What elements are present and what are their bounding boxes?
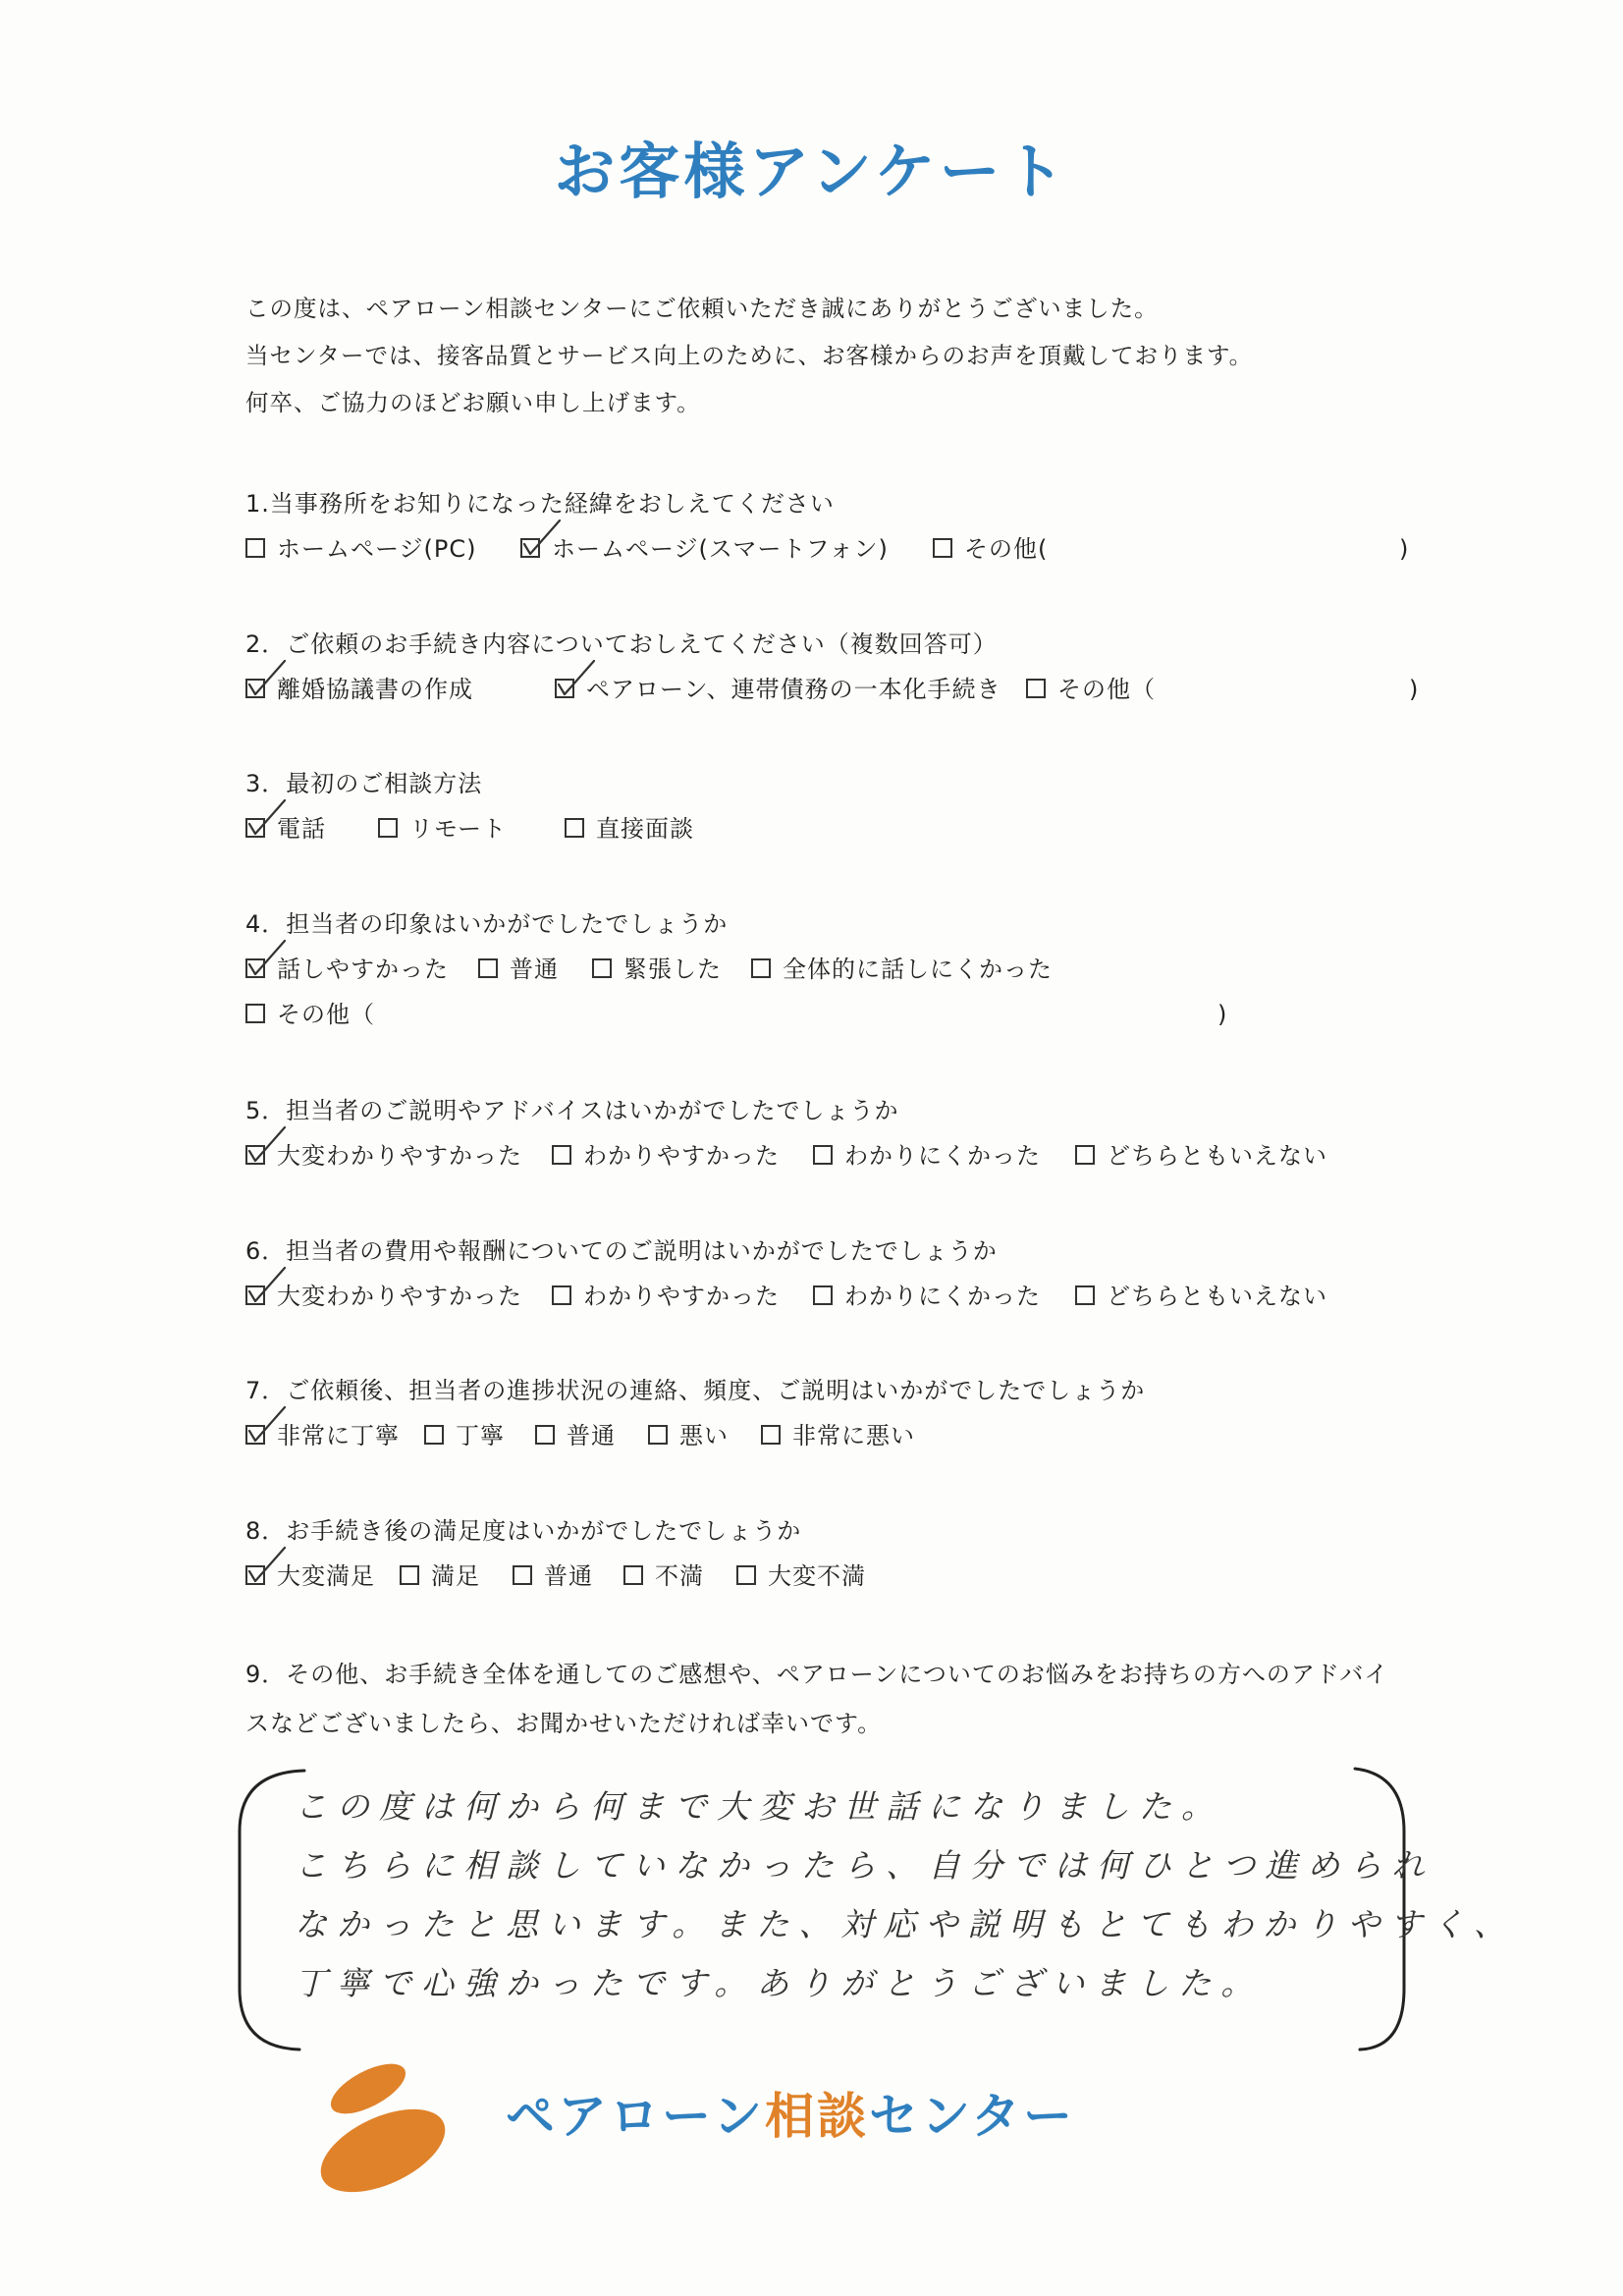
option bbox=[555, 667, 1001, 712]
option bbox=[592, 947, 722, 992]
question-8 bbox=[245, 1508, 1424, 1599]
question-3 bbox=[245, 761, 1424, 851]
intro-line: 当センターでは、接客品質とサービス向上のために、お客様からのお声を頂戴しております。 bbox=[245, 342, 1254, 369]
option-label: わかりにくかった bbox=[844, 1142, 1041, 1170]
checkbox[interactable] bbox=[736, 1565, 756, 1585]
check-mark-icon bbox=[245, 659, 287, 698]
question-title: 1.当事務所をお知りになった経緯をおしえてください bbox=[245, 490, 835, 518]
checkbox[interactable] bbox=[623, 1565, 643, 1585]
checkbox[interactable] bbox=[478, 958, 498, 978]
comment-line: 丁寧で心強かったです。ありがとうございました。 bbox=[295, 1964, 1264, 2002]
logo-icon bbox=[309, 2057, 466, 2195]
checkbox-checked[interactable] bbox=[245, 1565, 265, 1585]
checkbox[interactable] bbox=[245, 538, 265, 558]
option-label: 不満 bbox=[655, 1562, 704, 1590]
question-9 bbox=[245, 1650, 1388, 1748]
check-mark-icon bbox=[555, 659, 596, 698]
intro-line: 何卒、ご協力のほどお願い申し上げます。 bbox=[245, 389, 701, 416]
checkbox-checked[interactable] bbox=[245, 679, 265, 698]
question-7 bbox=[245, 1368, 1424, 1458]
option bbox=[761, 1413, 915, 1458]
checkbox-checked[interactable] bbox=[245, 958, 265, 978]
brand-name bbox=[506, 2077, 1075, 2148]
checkbox[interactable] bbox=[1075, 1285, 1095, 1305]
option bbox=[552, 1274, 780, 1319]
option bbox=[813, 1133, 1041, 1178]
question-1 bbox=[245, 481, 1424, 572]
option-label: 非常に丁寧 bbox=[277, 1422, 400, 1449]
option-row bbox=[245, 526, 1424, 572]
option bbox=[245, 947, 449, 992]
option-label: 非常に悪い bbox=[792, 1422, 915, 1449]
checkbox[interactable] bbox=[813, 1145, 833, 1165]
paren-close: ) bbox=[1409, 676, 1420, 703]
checkbox-checked[interactable] bbox=[520, 538, 540, 558]
option-label: リモート bbox=[409, 815, 508, 843]
option-label: 電話 bbox=[277, 815, 326, 843]
checkbox[interactable] bbox=[565, 818, 584, 838]
option-label: その他（ bbox=[1057, 676, 1156, 703]
check-mark-icon bbox=[245, 798, 287, 838]
brand-part: センター bbox=[869, 2088, 1075, 2145]
comment-line: こちらに相談していなかったら、自分では何ひとつ進められ bbox=[295, 1846, 1434, 1885]
option bbox=[933, 526, 1048, 572]
option bbox=[245, 992, 375, 1037]
checkbox[interactable] bbox=[400, 1565, 419, 1585]
question-title: スなどございましたら、お聞かせいただければ幸いです。 bbox=[245, 1710, 883, 1737]
option bbox=[245, 1413, 400, 1458]
comment-line: この度は何から何まで大変お世話になりました。 bbox=[295, 1787, 1223, 1826]
option-label: わかりやすかった bbox=[583, 1142, 780, 1170]
option-label: 普通 bbox=[567, 1422, 616, 1449]
brand-part: 相談 bbox=[765, 2088, 869, 2145]
checkbox[interactable] bbox=[592, 958, 612, 978]
paren-close: ) bbox=[1217, 1001, 1228, 1028]
option-row bbox=[245, 992, 1424, 1037]
option-label: どちらともいえない bbox=[1107, 1142, 1327, 1170]
option bbox=[245, 526, 476, 572]
option bbox=[1075, 1133, 1327, 1178]
question-title: 4．担当者の印象はいかがでしたでしょうか bbox=[245, 910, 729, 938]
check-mark-icon bbox=[245, 1405, 287, 1445]
option bbox=[400, 1554, 480, 1599]
option-row bbox=[245, 806, 1424, 851]
handwritten-comment[interactable] bbox=[295, 1777, 1516, 2013]
option bbox=[424, 1413, 505, 1458]
option bbox=[245, 806, 326, 851]
option-label: ホームページ(PC) bbox=[277, 535, 477, 563]
option-label: 緊張した bbox=[623, 956, 722, 983]
option-label: 丁寧 bbox=[456, 1422, 505, 1449]
option bbox=[513, 1554, 593, 1599]
question-title: 3．最初のご相談方法 bbox=[245, 770, 483, 797]
option bbox=[565, 806, 694, 851]
check-mark-icon bbox=[245, 1125, 287, 1165]
checkbox[interactable] bbox=[378, 818, 398, 838]
option-label: 直接面談 bbox=[596, 815, 694, 843]
option bbox=[535, 1413, 616, 1458]
option bbox=[245, 667, 473, 712]
checkbox-checked[interactable] bbox=[555, 679, 574, 698]
option bbox=[245, 1133, 522, 1178]
option-label: 悪い bbox=[679, 1422, 729, 1449]
checkbox-checked[interactable] bbox=[245, 1145, 265, 1165]
option bbox=[245, 1554, 375, 1599]
option-label: 大変不満 bbox=[768, 1562, 866, 1590]
option bbox=[520, 526, 889, 572]
option bbox=[478, 947, 559, 992]
option bbox=[736, 1554, 866, 1599]
option bbox=[378, 806, 507, 851]
option-label: その他（ bbox=[277, 1001, 375, 1028]
option bbox=[751, 947, 1053, 992]
option-label: わかりやすかった bbox=[583, 1283, 780, 1310]
checkbox-checked[interactable] bbox=[245, 1285, 265, 1305]
option bbox=[1075, 1274, 1327, 1319]
option-row bbox=[245, 1554, 1424, 1599]
checkbox[interactable] bbox=[751, 958, 771, 978]
option bbox=[623, 1554, 704, 1599]
option-label: 大変わかりやすかった bbox=[277, 1283, 522, 1310]
question-title: 5．担当者のご説明やアドバイスはいかがでしたでしょうか bbox=[245, 1097, 899, 1124]
checkbox[interactable] bbox=[552, 1285, 571, 1305]
option-label: どちらともいえない bbox=[1107, 1283, 1327, 1310]
option bbox=[648, 1413, 729, 1458]
paren-close: ) bbox=[1399, 535, 1410, 563]
option-label: 話しやすかった bbox=[277, 956, 449, 983]
option-row bbox=[245, 667, 1424, 712]
option-label: 普通 bbox=[544, 1562, 593, 1590]
checkbox[interactable] bbox=[761, 1425, 781, 1445]
comment-line: なかったと思います。また、対応や説明もとてもわかりやすく、 bbox=[295, 1905, 1516, 1943]
checkbox[interactable] bbox=[245, 1004, 265, 1023]
check-mark-icon bbox=[245, 939, 287, 978]
checkbox[interactable] bbox=[513, 1565, 532, 1585]
option-label: 大変満足 bbox=[277, 1562, 375, 1590]
intro-text bbox=[245, 285, 1253, 426]
option-row bbox=[245, 947, 1424, 992]
question-4 bbox=[245, 902, 1424, 1037]
checkbox[interactable] bbox=[1075, 1145, 1095, 1165]
option-label: ホームページ(スマートフォン) bbox=[552, 535, 889, 563]
option-label: 全体的に話しにくかった bbox=[783, 956, 1053, 983]
check-mark-icon bbox=[520, 519, 562, 558]
checkbox-checked[interactable] bbox=[245, 1425, 265, 1445]
option-label: 離婚協議書の作成 bbox=[277, 676, 473, 703]
intro-line: この度は、ペアローン相談センターにご依頼いただき誠にありがとうございました。 bbox=[245, 295, 1159, 322]
option-label: ペアローン、連帯債務の一本化手続き bbox=[586, 676, 1001, 703]
check-mark-icon bbox=[245, 1546, 287, 1585]
check-mark-icon bbox=[245, 1266, 287, 1305]
question-title: 2．ご依頼のお手続き内容についておしえてください（複数回答可） bbox=[245, 630, 998, 658]
checkbox[interactable] bbox=[1026, 679, 1046, 698]
brand-part: ペアローン bbox=[506, 2088, 765, 2145]
option bbox=[1026, 667, 1156, 712]
option-label: 満足 bbox=[431, 1562, 480, 1590]
question-6 bbox=[245, 1229, 1424, 1319]
checkbox-checked[interactable] bbox=[245, 818, 265, 838]
question-title: 6．担当者の費用や報酬についてのご説明はいかがでしたでしょうか bbox=[245, 1237, 998, 1265]
question-5 bbox=[245, 1088, 1424, 1178]
option-label: 大変わかりやすかった bbox=[277, 1142, 522, 1170]
checkbox[interactable] bbox=[813, 1285, 833, 1305]
option-label: その他( bbox=[964, 535, 1049, 563]
option-row bbox=[245, 1133, 1424, 1178]
checkbox[interactable] bbox=[552, 1145, 571, 1165]
option bbox=[552, 1133, 780, 1178]
option bbox=[813, 1274, 1041, 1319]
question-title: 9．その他、お手続き全体を通してのご感想や、ペアローンについてのお悩みをお持ちの方へのアドバイ bbox=[245, 1661, 1389, 1688]
question-2 bbox=[245, 622, 1424, 712]
question-title: 7．ご依頼後、担当者の進捗状況の連絡、頻度、ご説明はいかがでしたでしょうか bbox=[245, 1377, 1146, 1404]
option bbox=[245, 1274, 522, 1319]
option-label: 普通 bbox=[510, 956, 559, 983]
page-title: お客様アンケート bbox=[554, 136, 1069, 207]
option-label: わかりにくかった bbox=[844, 1283, 1041, 1310]
checkbox[interactable] bbox=[933, 538, 952, 558]
option-row bbox=[245, 1413, 1424, 1458]
checkbox[interactable] bbox=[424, 1425, 444, 1445]
option-row bbox=[245, 1274, 1424, 1319]
checkbox[interactable] bbox=[535, 1425, 555, 1445]
checkbox[interactable] bbox=[648, 1425, 668, 1445]
question-title: 8．お手続き後の満足度はいかがでしたでしょうか bbox=[245, 1517, 802, 1545]
